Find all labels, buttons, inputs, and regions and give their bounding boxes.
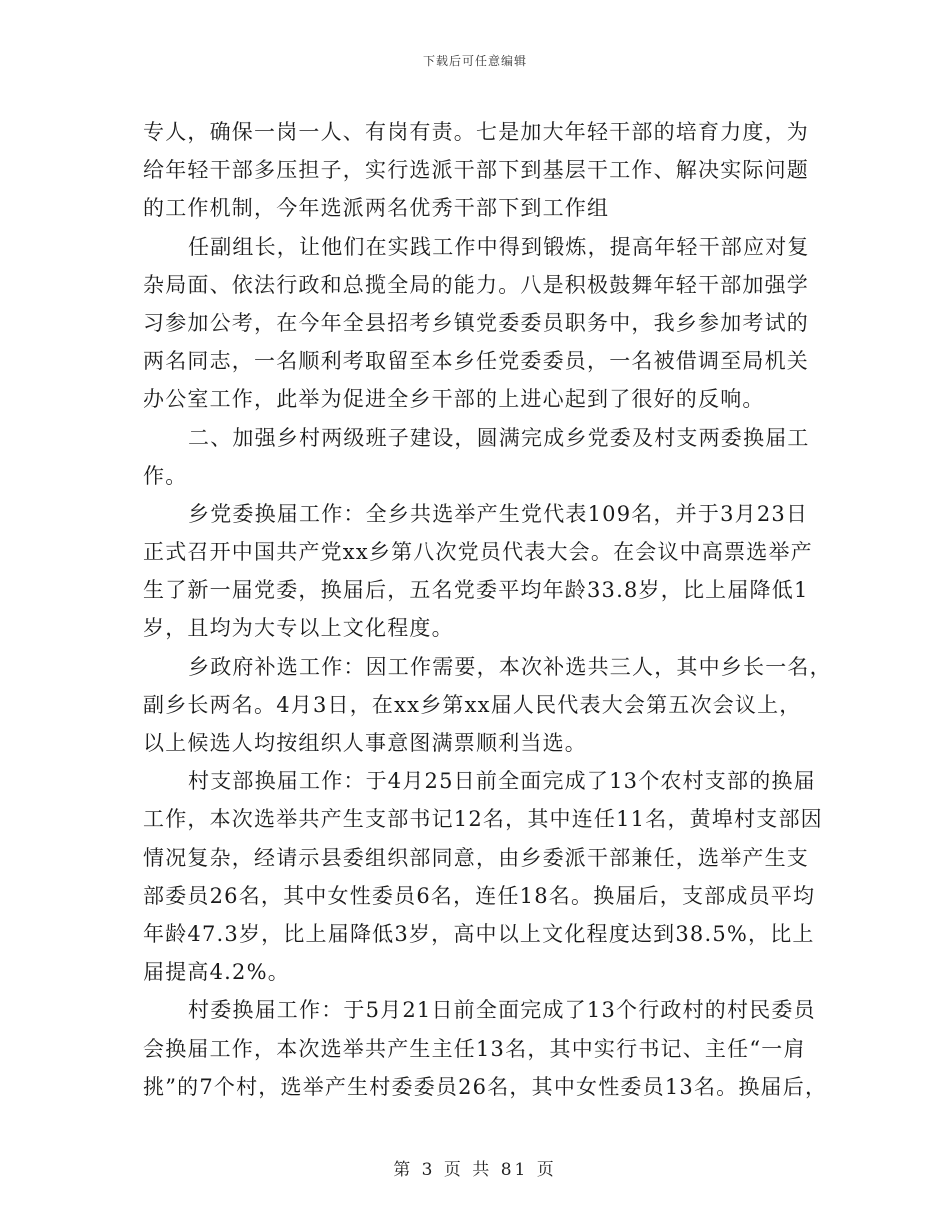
text-line: 杂局面、依法行政和总揽全局的能力。八是积极鼓舞年轻干部加强学 xyxy=(143,272,809,297)
text-line: 会换届工作，本次选举共产生主任13名，其中实行书记、主任“一肩 xyxy=(143,1036,806,1061)
text-line: 办公室工作，此举为促进全乡干部的上进心起到了很好的反响。 xyxy=(143,387,765,412)
text-line: 村委换届工作：于5月21日前全面完成了13个行政村的村民委员 xyxy=(188,998,816,1023)
text-line: 年龄47.3岁，比上届降低3岁，高中以上文化程度达到38.5%，比上 xyxy=(143,921,815,946)
text-line: 以上候选人均按组织人事意图满票顺利当选。 xyxy=(143,731,587,755)
text-line: 情况复杂，经请示县委组织部同意，由乡委派干部兼任，选举产生支 xyxy=(143,845,809,870)
page-header: 下载后可任意编辑 xyxy=(422,54,527,68)
text-line: 生了新一届党委，换届后，五名党委平均年龄33.8岁，比上届降低1 xyxy=(143,578,809,603)
text-line: 工作，本次选举共产生支部书记12名，其中连任11名，黄埠村支部因 xyxy=(143,807,823,832)
text-line: 挑”的7个村，选举产生村委委员26名，其中女性委员13名。换届后， xyxy=(143,1074,828,1099)
text-line: 习参加公考，在今年全县招考乡镇党委委员职务中，我乡参加考试的 xyxy=(143,310,809,335)
text-line: 岁，且均为大专以上文化程度。 xyxy=(143,616,454,641)
text-line: 给年轻干部多压担子，实行选派干部下到基层干工作、解决实际问题 xyxy=(143,158,809,183)
text-line: 二、加强乡村两级班子建设，圆满完成乡党委及村支两委换届工 xyxy=(188,425,810,450)
text-line: 乡党委换届工作：全乡共选举产生党代表109名，并于3月23日 xyxy=(188,501,809,526)
text-line: 两名同志，一名顺利考取留至本乡任党委委员，一名被借调至局机关 xyxy=(143,349,809,374)
text-line: 届提高4.2%。 xyxy=(143,960,290,985)
text-line: 任副组长，让他们在实践工作中得到锻炼，提高年轻干部应对复 xyxy=(188,234,810,259)
page-footer: 第 3 页 共 81 页 xyxy=(393,1160,557,1180)
text-line: 专人，确保一岗一人、有岗有责。七是加大年轻干部的培育力度，为 xyxy=(143,120,809,144)
text-line: 的工作机制，今年选派两名优秀干部下到工作组 xyxy=(143,196,610,221)
text-line: 正式召开中国共产党xx乡第八次党员代表大会。在会议中高票选举产 xyxy=(143,540,813,565)
text-line: 部委员26名，其中女性委员6名，连任18名。换届后，支部成员平均 xyxy=(143,883,816,908)
text-line: 作。 xyxy=(143,463,188,488)
text-line: 村支部换届工作：于4月25日前全面完成了13个农村支部的换届 xyxy=(188,769,816,794)
document-body xyxy=(143,113,832,1106)
text-line: 乡政府补选工作：因工作需要，本次补选共三人，其中乡长一名， xyxy=(188,654,832,679)
text-line: 副乡长两名。4月3日，在xx乡第xx届人民代表大会第五次会议上， xyxy=(143,692,802,717)
